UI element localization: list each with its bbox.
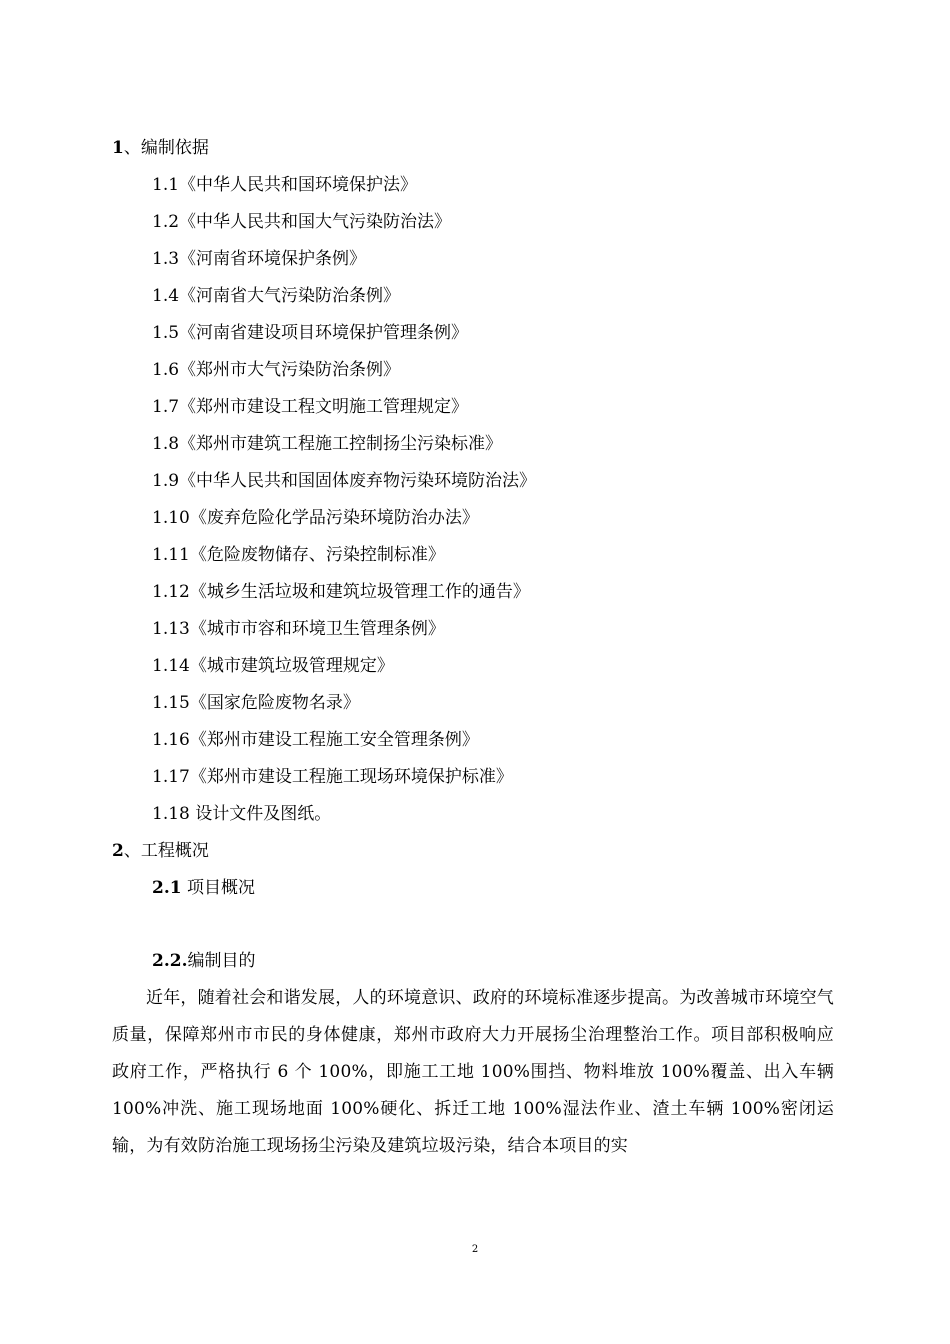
reference-item: 1.17《郑州市建设工程施工现场环境保护标准》 — [152, 767, 513, 787]
document-body — [112, 130, 834, 1165]
purpose-paragraph: 近年，随着社会和谐发展，人的环境意识、政府的环境标准逐步提高。为改善城市环境空气质量，保障郑州市市民的身体健康，郑州市政府大力开展扬尘治理整治工作。项目部积极响应政府工作，严格执行 6 个 100%，即施工工地 100%围挡、物料堆放 100%覆盖、出入车辆 100%冲洗、施工现场地面 100%硬化、拆迁工地 100%湿法作业、渣土车辆 100%密闭运输，为有效防治施工现场扬尘污染及建筑垃圾污染，结合本项目的实 — [112, 988, 834, 1156]
reference-item: 1.8《郑州市建筑工程施工控制扬尘污染标准》 — [152, 434, 503, 454]
section-title: 、工程概况 — [123, 841, 209, 861]
reference-item: 1.6《郑州市大气污染防治条例》 — [152, 360, 401, 380]
section-number: 2 — [112, 841, 124, 861]
reference-item: 1.18 设计文件及图纸。 — [152, 804, 332, 824]
section-title: 、编制依据 — [123, 138, 209, 158]
reference-item: 1.11《危险废物储存、污染控制标准》 — [152, 545, 445, 565]
section-number: 1 — [112, 138, 124, 158]
subsection-heading-project-overview — [112, 870, 834, 907]
section-heading-2 — [112, 833, 834, 870]
reference-item: 1.3《河南省环境保护条例》 — [152, 249, 367, 269]
reference-item: 1.15《国家危险废物名录》 — [152, 693, 360, 713]
reference-item: 1.9《中华人民共和国固体废弃物污染环境防治法》 — [152, 471, 537, 491]
section-heading-1 — [112, 130, 834, 167]
reference-item: 1.7《郑州市建设工程文明施工管理规定》 — [152, 397, 469, 417]
reference-item: 1.1《中华人民共和国环境保护法》 — [152, 175, 418, 195]
subsection-number: 2.1 — [152, 878, 182, 898]
reference-item: 1.5《河南省建设项目环境保护管理条例》 — [152, 323, 469, 343]
reference-item: 1.13《城市市容和环境卫生管理条例》 — [152, 619, 445, 639]
subsection-title: 项目概况 — [181, 878, 255, 898]
reference-item: 1.10《废弃危险化学品污染环境防治办法》 — [152, 508, 479, 528]
reference-item: 1.2《中华人民共和国大气污染防治法》 — [152, 212, 452, 232]
blank-line — [112, 907, 834, 943]
reference-item: 1.12《城乡生活垃圾和建筑垃圾管理工作的通告》 — [152, 582, 530, 602]
subsection-heading-purpose — [112, 943, 834, 980]
page-number: 2 — [471, 1244, 479, 1255]
reference-item: 1.4《河南省大气污染防治条例》 — [152, 286, 401, 306]
subsection-number: 2.2. — [152, 951, 188, 971]
reference-item: 1.16《郑州市建设工程施工安全管理条例》 — [152, 730, 479, 750]
reference-item: 1.14《城市建筑垃圾管理规定》 — [152, 656, 394, 676]
subsection-title: 编制目的 — [187, 951, 256, 971]
